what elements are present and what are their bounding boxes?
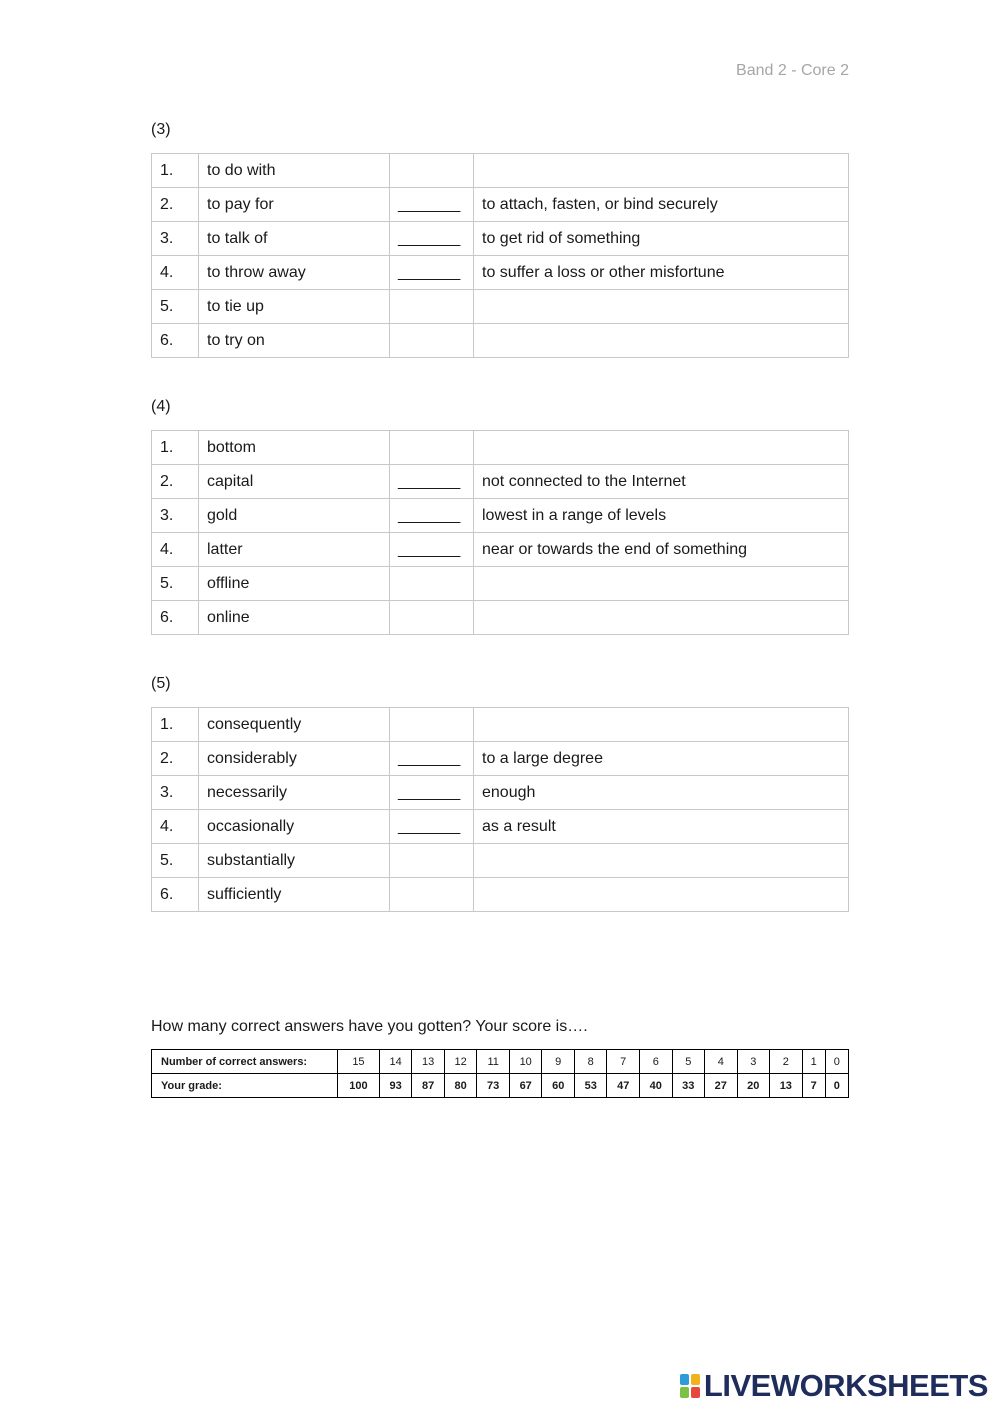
answer-blank[interactable]: _______: [390, 465, 474, 499]
row-number: 1.: [152, 154, 199, 188]
grade-cell: 13: [770, 1074, 803, 1098]
row-word: to tie up: [199, 290, 390, 324]
score-question: How many correct answers have you gotten? Your score is….: [151, 1018, 588, 1035]
row-definition: [474, 601, 849, 635]
row-number: 2.: [152, 742, 199, 776]
row-number: 3.: [152, 222, 199, 256]
header-band: Band 2 - Core 2: [736, 62, 849, 79]
answer-blank[interactable]: _______: [390, 499, 474, 533]
row-definition: [474, 567, 849, 601]
correct-count-cell: 1: [802, 1050, 825, 1074]
grade-cell: 80: [444, 1074, 477, 1098]
logo-square-icon: [691, 1387, 700, 1398]
correct-count-cell: 8: [574, 1050, 607, 1074]
grade-row: [152, 1074, 849, 1098]
table-row: [152, 878, 849, 912]
row-definition: [474, 290, 849, 324]
grade-cell: 47: [607, 1074, 640, 1098]
logo-square-icon: [680, 1387, 689, 1398]
grade-cell: 53: [574, 1074, 607, 1098]
blank-cell: [390, 567, 474, 601]
grade-cell: 7: [802, 1074, 825, 1098]
row-definition: [474, 154, 849, 188]
liveworksheets-logo: [680, 1368, 988, 1404]
table-row: [152, 776, 849, 810]
row-number: 3.: [152, 776, 199, 810]
grade-cell: 20: [737, 1074, 770, 1098]
row-word: necessarily: [199, 776, 390, 810]
blank-cell: [390, 844, 474, 878]
table-row: [152, 465, 849, 499]
grade-cell: 40: [640, 1074, 673, 1098]
table-row: [152, 256, 849, 290]
answer-blank[interactable]: _______: [390, 256, 474, 290]
correct-count-cell: 7: [607, 1050, 640, 1074]
match-table-3: [151, 153, 849, 358]
table-row: [152, 324, 849, 358]
answer-blank[interactable]: _______: [390, 742, 474, 776]
row-definition: enough: [474, 776, 849, 810]
correct-count-cell: 4: [705, 1050, 738, 1074]
row-number: 6.: [152, 601, 199, 635]
row-number: 4.: [152, 533, 199, 567]
row-word: to pay for: [199, 188, 390, 222]
table-row: [152, 567, 849, 601]
grade-cell: 93: [379, 1074, 412, 1098]
correct-count-cell: 14: [379, 1050, 412, 1074]
row-definition: [474, 844, 849, 878]
correct-count-cell: 6: [640, 1050, 673, 1074]
grade-cell: 87: [412, 1074, 445, 1098]
row-number: 1.: [152, 708, 199, 742]
row-word: capital: [199, 465, 390, 499]
row-number: 4.: [152, 256, 199, 290]
row-word: offline: [199, 567, 390, 601]
row-word: to throw away: [199, 256, 390, 290]
grade-cell: 67: [509, 1074, 542, 1098]
match-table-5: [151, 707, 849, 912]
row-word: substantially: [199, 844, 390, 878]
grade-cell: 73: [477, 1074, 510, 1098]
table-row: [152, 431, 849, 465]
grade-label: Your grade:: [152, 1074, 338, 1098]
section-label: (4): [151, 398, 171, 415]
grade-cell: 100: [338, 1074, 380, 1098]
table-row: [152, 708, 849, 742]
row-definition: [474, 431, 849, 465]
blank-cell: [390, 324, 474, 358]
row-definition: [474, 708, 849, 742]
row-definition: near or towards the end of something: [474, 533, 849, 567]
correct-count-cell: 15: [338, 1050, 380, 1074]
correct-count-cell: 11: [477, 1050, 510, 1074]
correct-count-cell: 0: [825, 1050, 848, 1074]
row-number: 6.: [152, 878, 199, 912]
row-word: occasionally: [199, 810, 390, 844]
row-number: 4.: [152, 810, 199, 844]
row-word: online: [199, 601, 390, 635]
grade-cell: 27: [705, 1074, 738, 1098]
row-word: sufficiently: [199, 878, 390, 912]
table-row: [152, 601, 849, 635]
grade-cell: 33: [672, 1074, 705, 1098]
liveworksheets-logo-icon: [680, 1374, 700, 1398]
row-word: latter: [199, 533, 390, 567]
blank-cell: [390, 708, 474, 742]
answer-blank[interactable]: _______: [390, 188, 474, 222]
blank-cell: [390, 154, 474, 188]
answer-blank[interactable]: _______: [390, 776, 474, 810]
row-word: to do with: [199, 154, 390, 188]
correct-count-cell: 10: [509, 1050, 542, 1074]
table-row: [152, 290, 849, 324]
logo-text: LIVEWORKSHEETS: [703, 1368, 988, 1403]
logo-square-icon: [680, 1374, 689, 1385]
row-number: 5.: [152, 290, 199, 324]
grade-cell: 60: [542, 1074, 575, 1098]
blank-cell: [390, 431, 474, 465]
correct-count-cell: 2: [770, 1050, 803, 1074]
row-word: gold: [199, 499, 390, 533]
match-table-4: [151, 430, 849, 635]
score-table: [151, 1049, 849, 1098]
logo-square-icon: [691, 1374, 700, 1385]
correct-count-cell: 13: [412, 1050, 445, 1074]
answer-blank[interactable]: _______: [390, 810, 474, 844]
table-row: [152, 154, 849, 188]
row-number: 5.: [152, 844, 199, 878]
section-label: (5): [151, 675, 171, 692]
row-definition: [474, 878, 849, 912]
row-number: 1.: [152, 431, 199, 465]
table-row: [152, 188, 849, 222]
row-definition: as a result: [474, 810, 849, 844]
answer-blank[interactable]: _______: [390, 222, 474, 256]
row-definition: to suffer a loss or other misfortune: [474, 256, 849, 290]
grade-cell: 0: [825, 1074, 848, 1098]
table-row: [152, 533, 849, 567]
row-definition: to attach, fasten, or bind securely: [474, 188, 849, 222]
table-row: [152, 742, 849, 776]
row-definition: not connected to the Internet: [474, 465, 849, 499]
blank-cell: [390, 878, 474, 912]
blank-cell: [390, 290, 474, 324]
row-word: consequently: [199, 708, 390, 742]
row-number: 3.: [152, 499, 199, 533]
row-definition: [474, 324, 849, 358]
table-row: [152, 222, 849, 256]
correct-count-cell: 3: [737, 1050, 770, 1074]
row-word: bottom: [199, 431, 390, 465]
answer-blank[interactable]: _______: [390, 533, 474, 567]
table-row: [152, 810, 849, 844]
blank-cell: [390, 601, 474, 635]
row-number: 2.: [152, 465, 199, 499]
correct-count-cell: 12: [444, 1050, 477, 1074]
row-definition: to a large degree: [474, 742, 849, 776]
correct-answers-row: [152, 1050, 849, 1074]
row-word: to talk of: [199, 222, 390, 256]
correct-count-cell: 9: [542, 1050, 575, 1074]
row-number: 6.: [152, 324, 199, 358]
section-label: (3): [151, 121, 171, 138]
correct-count-cell: 5: [672, 1050, 705, 1074]
row-word: to try on: [199, 324, 390, 358]
table-row: [152, 844, 849, 878]
row-number: 5.: [152, 567, 199, 601]
row-word: considerably: [199, 742, 390, 776]
row-number: 2.: [152, 188, 199, 222]
correct-answers-label: Number of correct answers:: [152, 1050, 338, 1074]
row-definition: lowest in a range of levels: [474, 499, 849, 533]
row-definition: to get rid of something: [474, 222, 849, 256]
table-row: [152, 499, 849, 533]
